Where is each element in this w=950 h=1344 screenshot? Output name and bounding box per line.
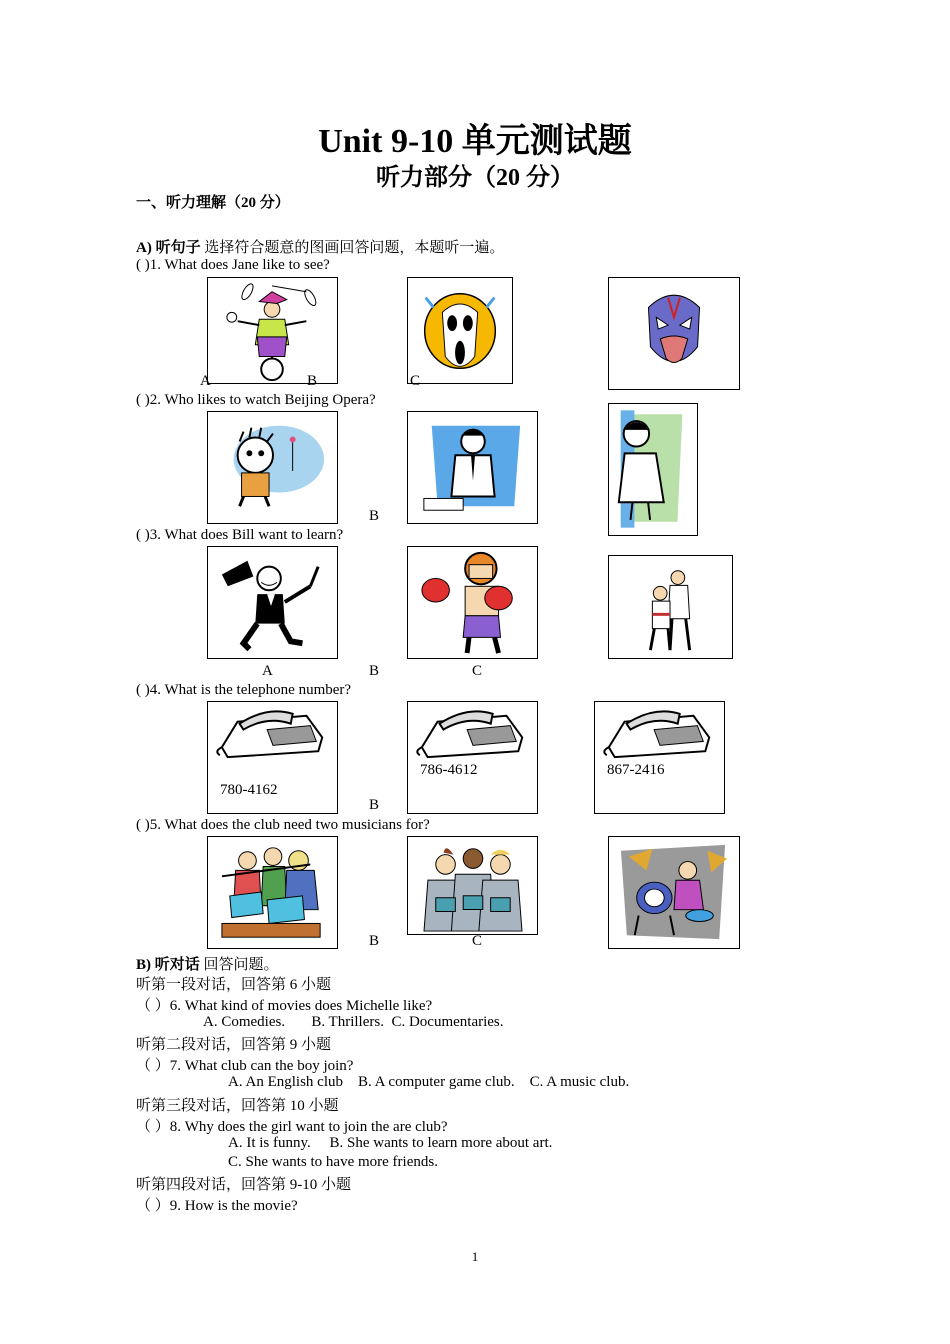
telephone-image <box>594 701 725 814</box>
phone-number: 780-4162 <box>220 782 278 798</box>
part-b-label: B) 听对话 <box>136 957 200 973</box>
dialog-4-instruction: 听第四段对话，回答第 9-10 小题 <box>136 1177 351 1193</box>
phone-number: 786-4612 <box>420 762 478 778</box>
question-5: ( )5. What does the club need two musicians for? <box>136 817 430 833</box>
page-title: Unit 9-10 单元测试题 <box>318 123 632 160</box>
question-8-options: A. It is funny. B. She wants to learn more about art. <box>228 1135 553 1151</box>
option-label-c: C <box>472 663 483 679</box>
question-9: （ ）9. How is the movie? <box>136 1198 298 1214</box>
option-label-a: A <box>262 663 273 679</box>
page-subtitle: 听力部分（20 分） <box>376 165 574 191</box>
option-label-c: C <box>472 933 483 949</box>
part-a-heading <box>136 236 504 257</box>
question-7-options: A. An English club B. A computer game club. C. A music club. <box>228 1074 630 1090</box>
question-1: ( )1. What does Jane like to see? <box>136 257 330 273</box>
martial-arts-image <box>608 555 733 659</box>
boxer-image <box>407 546 538 659</box>
question-8: （ ）8. Why does the girl want to join the are club? <box>136 1119 448 1135</box>
telephone-image <box>207 701 338 814</box>
question-8-option-c: C. She wants to have more friends. <box>228 1154 438 1170</box>
telephone-image <box>407 701 538 814</box>
opera-mask-image <box>608 277 740 390</box>
businessman-image <box>407 411 538 524</box>
phone-number: 867-2416 <box>607 762 665 778</box>
scream-mask-image <box>407 277 513 384</box>
dialog-1-instruction: 听第一段对话，回答第 6 小题 <box>136 977 332 993</box>
dialog-3-instruction: 听第三段对话，回答第 10 小题 <box>136 1098 339 1114</box>
question-4: ( )4. What is the telephone number? <box>136 682 352 698</box>
question-7: （ ）7. What club can the boy join? <box>136 1058 354 1074</box>
option-label-b: B <box>307 373 318 389</box>
woman-image <box>608 403 698 536</box>
choir-singers-image <box>407 836 538 935</box>
part-a-label: A) 听句子 <box>136 240 201 256</box>
part-a-instruction: 选择符合题意的图画回答问题，本题听一遍。 <box>200 240 505 256</box>
option-label-b: B <box>369 933 380 949</box>
question-6: （ ）6. What kind of movies does Michelle like? <box>136 998 433 1014</box>
option-label-c: C <box>410 373 421 389</box>
magician-image <box>207 546 338 659</box>
part-b-instruction: 回答问题。 <box>199 957 279 973</box>
question-2: ( )2. Who likes to watch Beijing Opera? <box>136 392 376 408</box>
child-cartoon-image <box>207 411 338 524</box>
part-b-heading <box>136 953 279 974</box>
dialog-2-instruction: 听第二段对话，回答第 9 小题 <box>136 1037 332 1053</box>
juggler-clown-image <box>207 277 338 384</box>
option-label-a: A <box>200 373 211 389</box>
question-3: ( )3. What does Bill want to learn? <box>136 527 344 543</box>
drummer-image <box>608 836 740 949</box>
option-label-b: B <box>369 797 380 813</box>
flute-players-image <box>207 836 338 949</box>
option-label-b: B <box>369 508 380 524</box>
question-6-options: A. Comedies. B. Thrillers. C. Documentaries. <box>203 1014 504 1030</box>
section-heading: 一、听力理解（20 分） <box>136 195 290 211</box>
option-label-b: B <box>369 663 380 679</box>
page-number: 1 <box>471 1249 479 1264</box>
